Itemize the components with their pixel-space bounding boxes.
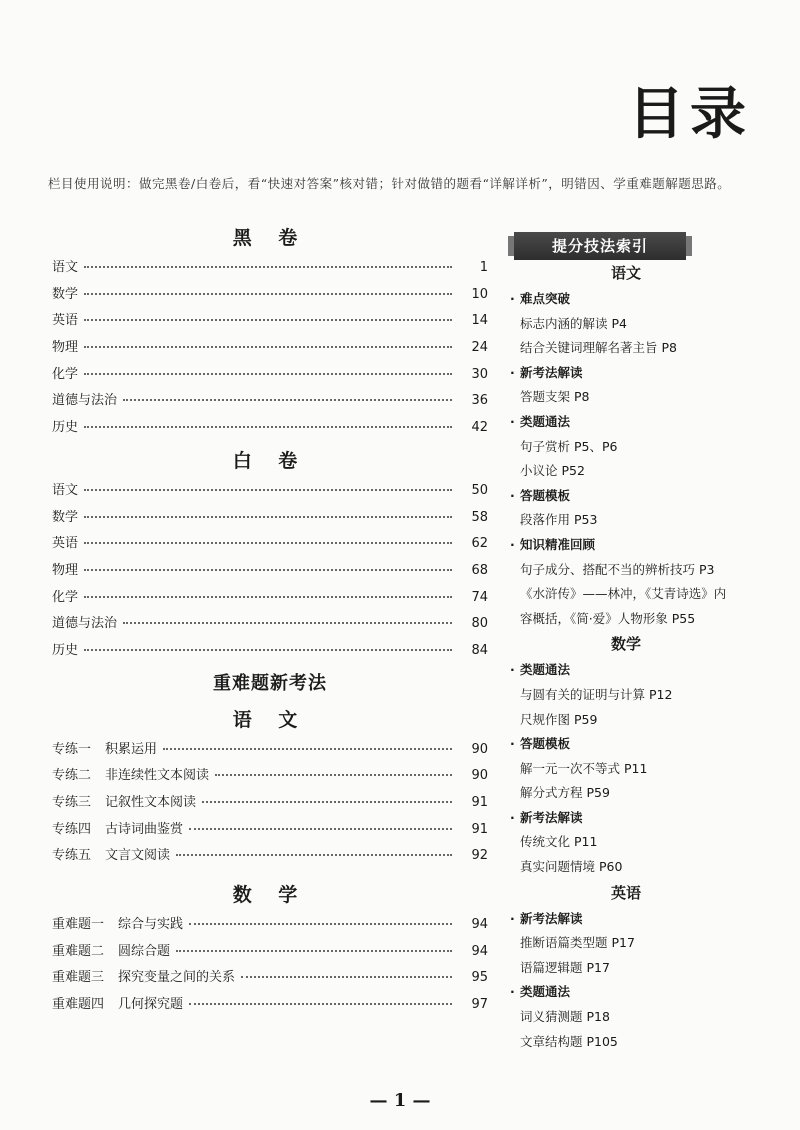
- index-item[interactable]: 解分式方程 P59: [520, 785, 610, 801]
- dot-leader: [84, 319, 452, 321]
- toc-entry-label: 英语: [52, 313, 79, 329]
- toc-entry-label: 重难题四 几何探究题: [52, 993, 183, 1012]
- index-item[interactable]: 推断语篇类型题 P17: [520, 935, 635, 951]
- toc-entry-page: 94: [471, 943, 488, 959]
- index-category: · 新考法解读: [508, 806, 758, 831]
- index-body: [508, 260, 758, 1054]
- toc-entry-page: 92: [471, 848, 488, 864]
- index-category: · 难点突破: [508, 287, 758, 312]
- toc-entry[interactable]: [52, 966, 488, 993]
- index-item[interactable]: 语篇逻辑题 P17: [520, 959, 610, 975]
- toc-entry-label: 语文: [52, 482, 79, 498]
- bullet-icon: ·: [510, 291, 515, 306]
- index-subject-heading: 英语: [610, 883, 641, 902]
- index-category: · 答题模板: [508, 732, 758, 757]
- bullet-icon: ·: [510, 413, 515, 429]
- toc-entry-label: 化学: [52, 366, 79, 382]
- toc-entry-page: 42: [471, 420, 488, 436]
- toc-entry-page: 91: [471, 821, 488, 837]
- toc-entry-prefix: 专练四: [52, 821, 92, 837]
- toc-entry-page: 1: [479, 260, 488, 275]
- index-item[interactable]: 容概括，《简·爱》人物形象 P55: [520, 610, 696, 626]
- toc-entry-label: 化学: [52, 589, 79, 605]
- index-category: · 类题通法: [508, 658, 758, 683]
- index-item[interactable]: 文章结构题 P105: [520, 1033, 618, 1049]
- toc-entry-label: 专练二 非连续性文本阅读: [52, 764, 209, 783]
- toc-entry[interactable]: [52, 309, 488, 336]
- toc-entry-label: 专练三 记叙性文本阅读: [52, 791, 196, 810]
- toc-entry-page: 97: [471, 997, 488, 1013]
- toc-entry-label: 专练四 古诗词曲鉴赏: [52, 818, 183, 837]
- toc-entry-prefix: 专练二: [52, 768, 92, 784]
- toc-entry-label: 重难题一 综合与实践: [52, 913, 183, 932]
- toc-entry-prefix: 专练三: [52, 795, 92, 810]
- section-heading-hei: 黑 卷: [232, 227, 308, 249]
- toc-entry[interactable]: [52, 791, 488, 818]
- index-subject-heading: 数学: [610, 635, 641, 654]
- section-heading-bai: 白 卷: [232, 449, 308, 472]
- toc-entry-label: 数学: [52, 509, 79, 525]
- dot-leader: [84, 489, 452, 491]
- toc-entry-prefix: 重难题二: [52, 943, 105, 959]
- toc-entry-page: 94: [471, 917, 488, 933]
- index-item[interactable]: 标志内涵的解读 P4: [520, 315, 627, 331]
- toc-entry[interactable]: [52, 844, 488, 871]
- toc-entry-label: 专练五 文言文阅读: [52, 844, 170, 863]
- toc-entry[interactable]: [52, 639, 488, 666]
- index-item[interactable]: 真实问题情境 P60: [520, 859, 623, 875]
- toc-list-hei: [52, 256, 488, 443]
- toc-entry-label: 物理: [52, 340, 79, 356]
- toc-entry[interactable]: [52, 283, 488, 310]
- toc-entry-label: 数学: [52, 286, 79, 302]
- toc-entry[interactable]: [52, 389, 488, 416]
- toc-entry-page: 62: [471, 536, 488, 552]
- dot-leader: [176, 854, 452, 856]
- toc-entry-label: 历史: [52, 420, 79, 436]
- toc-entry[interactable]: [52, 913, 488, 940]
- index-item[interactable]: 答题支架 P8: [520, 389, 590, 405]
- toc-entry-page: 10: [471, 286, 488, 302]
- dot-leader: [84, 373, 452, 375]
- toc-entry[interactable]: [52, 940, 488, 967]
- index-item[interactable]: 解一元一次不等式 P11: [520, 760, 648, 776]
- toc-entry-label: 道德与法治: [52, 393, 118, 409]
- index-item[interactable]: 小议论 P52: [520, 463, 585, 479]
- dot-leader: [84, 649, 452, 651]
- dot-leader: [189, 1003, 452, 1005]
- toc-entry-label: 语文: [52, 260, 79, 275]
- toc-entry-label: 专练一 积累运用: [52, 738, 157, 757]
- toc-entry[interactable]: [52, 993, 488, 1020]
- dot-leader: [84, 569, 452, 571]
- toc-entry[interactable]: [52, 336, 488, 363]
- toc-entry-prefix: 重难题三: [52, 970, 105, 986]
- toc-entry-page: 95: [471, 970, 488, 986]
- dot-leader: [202, 801, 452, 803]
- index-item[interactable]: 句子赏析 P5、P6: [520, 438, 618, 454]
- toc-entry-page: 36: [471, 393, 488, 409]
- toc-entry-page: 91: [471, 795, 488, 810]
- toc-entry-page: 14: [471, 313, 488, 329]
- toc-entry[interactable]: [52, 416, 488, 443]
- toc-entry[interactable]: [52, 738, 488, 765]
- dot-leader: [123, 399, 452, 401]
- index-item[interactable]: 结合关键词理解名著主旨 P8: [520, 340, 677, 356]
- toc-entry-label: 物理: [52, 562, 79, 578]
- toc-entry-label: 英语: [52, 536, 79, 552]
- usage-note: 栏目使用说明：做完黑卷/白卷后，看“快速对答案”核对错；针对做错的题看“详解详析”，明错因、学重难题解题思路。: [48, 176, 731, 191]
- bullet-icon: ·: [510, 662, 515, 678]
- toc-entry-page: 50: [471, 482, 488, 498]
- index-item[interactable]: 词义猜测题 P18: [520, 1009, 610, 1025]
- bullet-icon: ·: [510, 984, 515, 1000]
- toc-entry-prefix: 专练一: [52, 741, 92, 757]
- index-item[interactable]: 与圆有关的证明与计算 P12: [520, 686, 673, 702]
- dot-leader: [84, 293, 452, 295]
- toc-entry-page: 68: [471, 562, 488, 578]
- bullet-icon: ·: [510, 364, 515, 380]
- toc-entry-page: 80: [471, 616, 488, 632]
- index-item[interactable]: 传统文化 P11: [520, 834, 598, 850]
- index-banner: 提分技法索引: [514, 232, 686, 260]
- toc-entry[interactable]: [52, 256, 488, 283]
- skills-index: [508, 232, 758, 1054]
- section-heading-yuwen: 语 文: [232, 708, 308, 731]
- index-category: · 类题通法: [508, 980, 758, 1005]
- bullet-icon: ·: [510, 536, 515, 552]
- index-item[interactable]: 段落作用 P53: [520, 512, 598, 528]
- dot-leader: [84, 346, 452, 348]
- dot-leader: [84, 542, 452, 544]
- toc-entry-page: 74: [471, 589, 488, 605]
- index-item[interactable]: 尺规作图 P59: [520, 711, 598, 727]
- toc-entry[interactable]: [52, 612, 488, 639]
- index-category: · 新考法解读: [508, 907, 758, 932]
- toc-entry-label: 重难题三 探究变量之间的关系: [52, 966, 235, 985]
- bullet-icon: ·: [510, 910, 515, 926]
- toc-entry-page: 58: [471, 509, 488, 525]
- toc-list-shuxue: [52, 913, 488, 1020]
- dot-leader: [189, 923, 452, 925]
- toc-list-bai: [52, 479, 488, 666]
- toc-entry[interactable]: [52, 479, 488, 506]
- dot-leader: [176, 950, 452, 952]
- bullet-icon: ·: [510, 487, 515, 503]
- index-category: · 类题通法: [508, 410, 758, 435]
- toc-entry-label: 重难题二 圆综合题: [52, 940, 170, 959]
- page-title: 目录: [628, 81, 752, 147]
- toc-entry-prefix: 重难题四: [52, 997, 105, 1013]
- dot-leader: [163, 748, 452, 750]
- toc-entry-page: 90: [471, 768, 488, 784]
- dot-leader: [123, 622, 452, 624]
- toc-entry-prefix: 重难题一: [52, 917, 105, 933]
- bullet-icon: ·: [510, 736, 515, 752]
- dot-leader: [84, 266, 452, 268]
- dot-leader: [84, 516, 452, 518]
- toc-entry[interactable]: [52, 586, 488, 613]
- index-subject-heading: 语文: [610, 264, 641, 282]
- section-heading-zhongnan: 重难题新考法: [213, 672, 327, 694]
- toc-entry[interactable]: [52, 506, 488, 533]
- index-category: · 答题模板: [508, 484, 758, 509]
- toc-list-yuwen: [52, 738, 488, 871]
- toc-entry-page: 90: [471, 741, 488, 757]
- toc-entry-page: 30: [471, 366, 488, 382]
- toc-entry-page: 84: [471, 642, 488, 658]
- dot-leader: [84, 426, 452, 428]
- page-number: — 1 —: [369, 1090, 431, 1111]
- index-category: · 知识精准回顾: [508, 533, 758, 558]
- index-item[interactable]: 《水浒传》——林冲，《艾青诗选》内: [520, 586, 727, 602]
- toc-entry[interactable]: [52, 363, 488, 390]
- dot-leader: [241, 976, 452, 978]
- toc-entry[interactable]: [52, 559, 488, 586]
- toc-entry-label: 道德与法治: [52, 616, 118, 632]
- dot-leader: [189, 828, 452, 830]
- toc-entry-page: 24: [471, 340, 488, 356]
- toc-entry[interactable]: [52, 818, 488, 845]
- dot-leader: [215, 774, 452, 776]
- toc-entry-label: 历史: [52, 642, 79, 658]
- toc-entry-prefix: 专练五: [52, 848, 92, 864]
- index-item[interactable]: 句子成分、搭配不当的辨析技巧 P3: [520, 561, 715, 577]
- section-heading-shuxue: 数 学: [232, 884, 308, 907]
- dot-leader: [84, 596, 452, 598]
- bullet-icon: ·: [510, 809, 515, 825]
- toc-entry[interactable]: [52, 532, 488, 559]
- toc-column: [52, 220, 488, 1020]
- toc-entry[interactable]: [52, 764, 488, 791]
- index-category: · 新考法解读: [508, 361, 758, 386]
